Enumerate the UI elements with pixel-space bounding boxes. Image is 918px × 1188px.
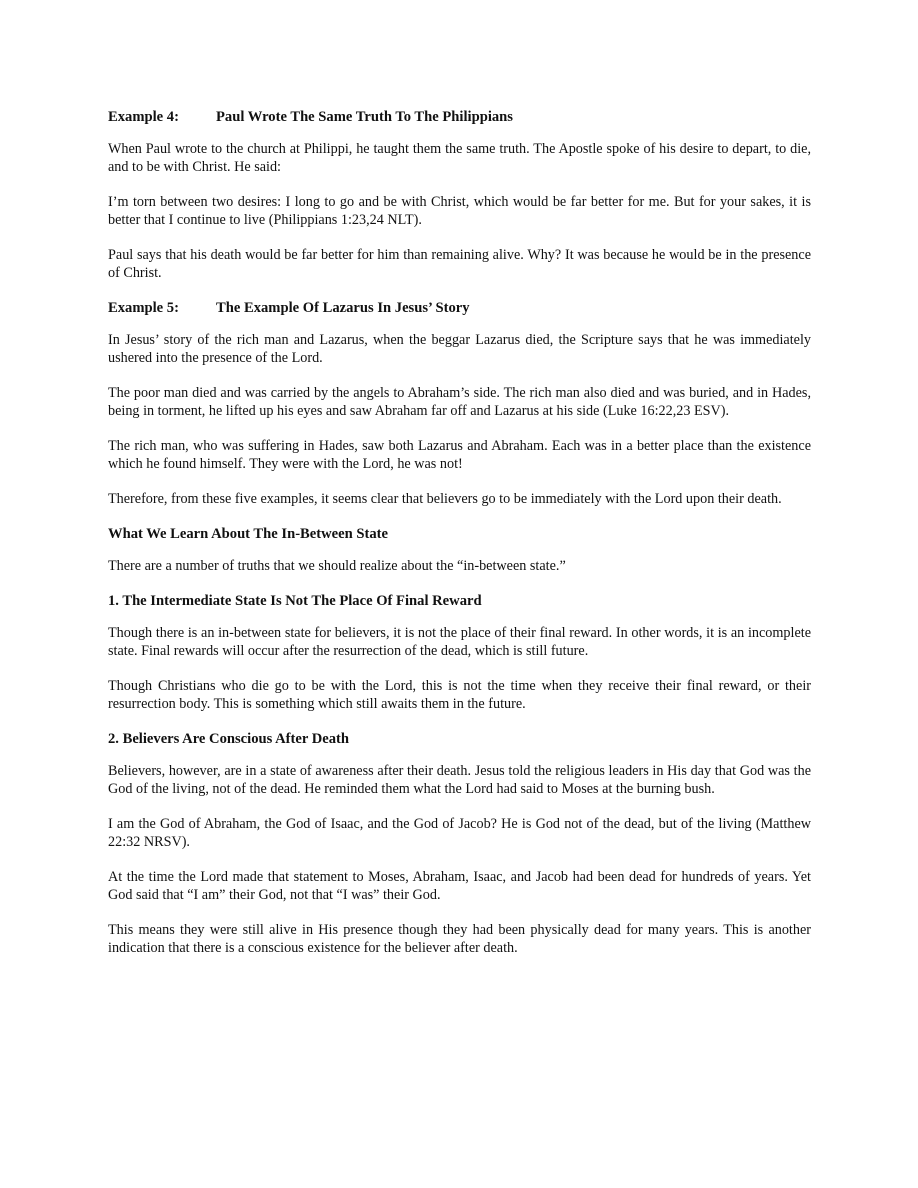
example-4-paragraph-1: When Paul wrote to the church at Philippi, he taught them the same truth. The Apostle spoke of his desire to depart, to die, and to be with Christ. He said: [108, 141, 811, 175]
example-5-label: Example 5: [108, 300, 179, 316]
example-5-paragraph-4: Therefore, from these five examples, it seems clear that believers go to be immediately with the Lord upon their death. [108, 491, 782, 507]
point-2-quote: I am the God of Abraham, the God of Isaac, and the God of Jacob? He is God not of the dead, but of the living (Matthew 22:32 NRSV). [108, 816, 811, 850]
example-4-title: Paul Wrote The Same Truth To The Philippians [216, 109, 513, 125]
example-4-heading [108, 108, 811, 126]
example-5-quote: The poor man died and was carried by the angels to Abraham’s side. The rich man also died and was buried, and in Hades, being in torment, he lifted up his eyes and saw Abraham far off and Lazarus at his side (Luke 16:22,23 ESV). [108, 385, 811, 419]
example-5-paragraph-1: In Jesus’ story of the rich man and Lazarus, when the beggar Lazarus died, the Scripture says that he was immediately ushered into the presence of the Lord. [108, 332, 811, 366]
point-2-paragraph-4: This means they were still alive in His presence though they had been physically dead for many years. This is another indication that there is a conscious existence for the believer after death. [108, 922, 811, 956]
point-2-heading: 2. Believers Are Conscious After Death [108, 731, 350, 747]
learn-paragraph-1: There are a number of truths that we should realize about the “in-between state.” [108, 558, 566, 574]
point-2-paragraph-1: Believers, however, are in a state of awareness after their death. Jesus told the religious leaders in His day that God was the God of the living, not of the dead. He reminded them what the Lord had said to Moses at the burning bush. [108, 763, 811, 797]
point-1-paragraph-2: Though Christians who die go to be with the Lord, this is not the time when they receive their final reward, or their resurrection body. This is something which still awaits them in the future. [108, 678, 811, 712]
document-page [108, 108, 811, 957]
example-4-paragraph-3: Paul says that his death would be far better for him than remaining alive. Why? It was because he would be in the presence of Christ. [108, 247, 811, 281]
point-1-heading: 1. The Intermediate State Is Not The Place Of Final Reward [108, 593, 482, 609]
point-2-paragraph-3: At the time the Lord made that statement to Moses, Abraham, Isaac, and Jacob had been dead for hundreds of years. Yet God said that “I am” their God, not that “I was” their God. [108, 869, 811, 903]
example-5-title: The Example Of Lazarus In Jesus’ Story [216, 300, 470, 316]
example-5-heading [108, 299, 811, 317]
learn-heading: What We Learn About The In-Between State [108, 526, 388, 542]
example-4-label: Example 4: [108, 109, 179, 125]
example-5-paragraph-3: The rich man, who was suffering in Hades, saw both Lazarus and Abraham. Each was in a better place than the existence which he found himself. They were with the Lord, he was not! [108, 438, 811, 472]
point-1-paragraph-1: Though there is an in-between state for believers, it is not the place of their final reward. In other words, it is an incomplete state. Final rewards will occur after the resurrection of the dead, which is still future. [108, 625, 811, 659]
example-4-quote: I’m torn between two desires: I long to go and be with Christ, which would be far better for me. But for your sakes, it is better that I continue to live (Philippians 1:23,24 NLT). [108, 194, 811, 228]
